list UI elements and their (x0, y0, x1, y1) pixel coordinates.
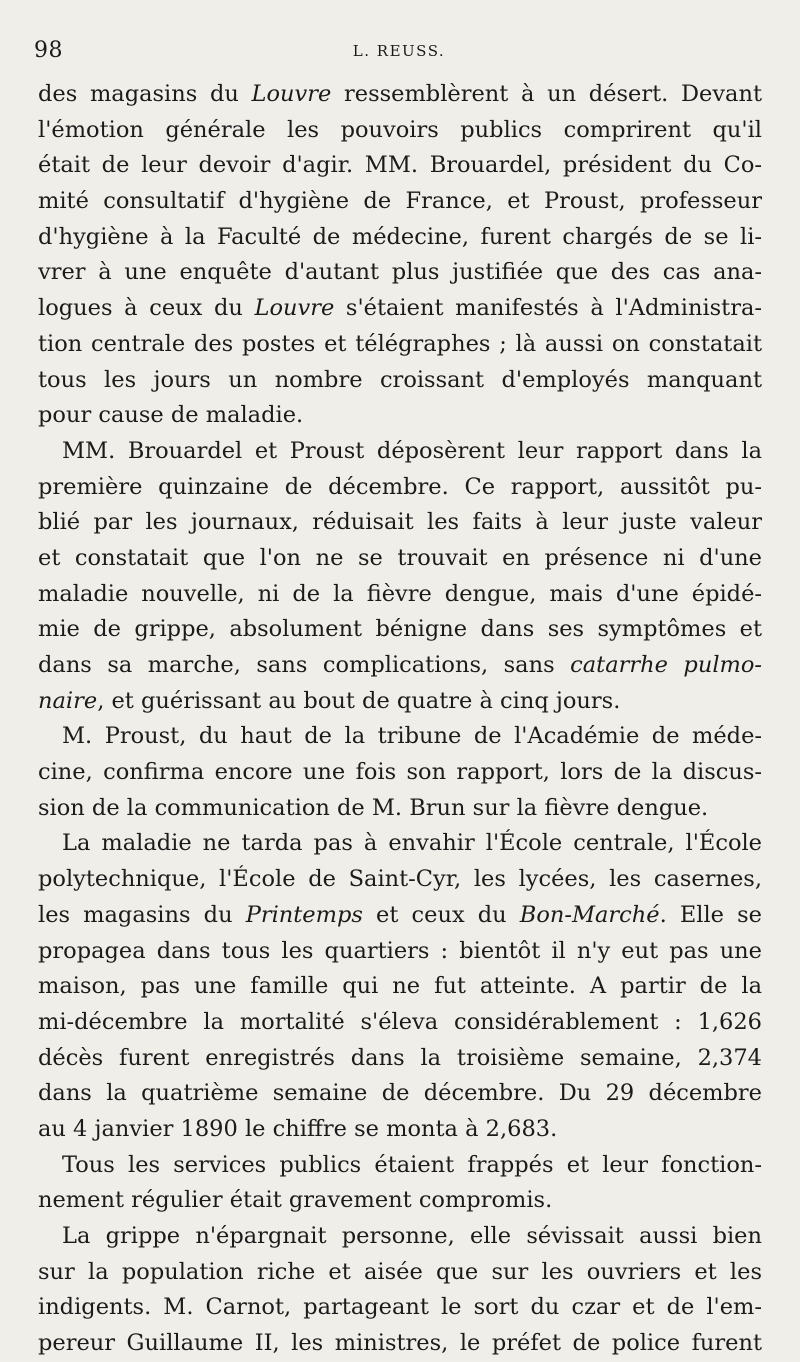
text-segment: La maladie ne tarda pas à envahir l'École centrale, l'École (62, 830, 762, 857)
text-segment: maison, pas une famille qui ne fut atteinte. A partir de la (38, 973, 762, 1000)
text-line (38, 612, 762, 648)
text-segment: vrer à une enquête d'autant plus justifiée que des cas ana- (38, 259, 762, 286)
italic-segment: Louvre (254, 295, 335, 322)
text-segment: pour cause de maladie. (38, 402, 304, 429)
page-number: 98 (34, 38, 63, 63)
italic-segment: naire (38, 687, 98, 714)
text-segment: tion centrale des postes et télégraphes ; là aussi on constatait (38, 330, 762, 357)
text-line (38, 898, 762, 934)
italic-segment: catarrhe pulmo- (570, 652, 762, 678)
text-segment: maladie nouvelle, ni de la fièvre dengue, mais d'une épidé- (38, 580, 762, 607)
text-segment: , et guérissant au bout de quatre à cinq jours. (97, 687, 621, 714)
text-line (38, 113, 762, 149)
text-line (38, 862, 762, 898)
text-line (38, 327, 762, 363)
text-segment: des magasins du (38, 81, 252, 107)
text-line (38, 1112, 762, 1148)
page-header (34, 38, 764, 68)
text-segment: pereur Guillaume II, les ministres, le préfet de police furent (38, 1330, 762, 1357)
text-line (38, 826, 762, 862)
text-segment: La grippe n'épargnait personne, elle sévissait aussi bien (62, 1223, 762, 1249)
text-segment: mie de grippe, absolument bénigne dans ses symptômes et (38, 616, 762, 643)
text-line (38, 1290, 762, 1326)
text-line (38, 220, 762, 256)
text-line (38, 505, 762, 541)
text-line (38, 1255, 762, 1291)
italic-segment: Louvre (251, 81, 332, 107)
text-segment: . Elle se (659, 901, 762, 928)
text-line (38, 1148, 762, 1184)
text-segment: et constatait que l'on ne se trouvait en présence ni d'une (38, 544, 762, 571)
text-line (38, 1076, 762, 1112)
running-title: L. REUSS. (352, 42, 446, 60)
text-segment: indigents. M. Carnot, partageant le sort du czar et de l'em- (38, 1294, 762, 1321)
text-line (38, 541, 762, 577)
text-line (38, 577, 762, 613)
text-line (38, 148, 762, 184)
text-line (38, 719, 762, 755)
italic-segment: Printemps (245, 901, 363, 928)
text-segment: propagea dans tous les quartiers : bientôt il n'y eut pas une (38, 937, 762, 964)
text-segment: d'hygiène à la Faculté de médecine, furent chargés de se li- (38, 223, 762, 250)
text-segment: les magasins du (38, 901, 246, 928)
text-line (38, 684, 762, 720)
text-line (38, 1041, 762, 1077)
text-segment: dans sa marche, sans complications, sans (38, 652, 571, 678)
text-segment: logues à ceux du (38, 295, 255, 322)
text-segment: sion de la communication de M. Brun sur la fièvre dengue. (38, 794, 709, 821)
text-line (38, 434, 762, 470)
text-line (38, 184, 762, 220)
text-segment: s'étaient manifestés à l'Administra- (334, 295, 762, 322)
text-segment: cine, confirma encore une fois son rapport, lors de la discus- (38, 759, 762, 786)
body-text (38, 77, 762, 1362)
text-line (38, 1183, 762, 1219)
text-segment: première quinzaine de décembre. Ce rapport, aussitôt pu- (38, 473, 762, 500)
text-segment: l'émotion générale les pouvoirs publics comprirent qu'il (38, 116, 762, 143)
text-line (38, 470, 762, 506)
text-segment: dans la quatrième semaine de décembre. Du 29 décembre (38, 1080, 762, 1107)
text-line (38, 291, 762, 327)
text-segment: mi-décembre la mortalité s'éleva considérablement : 1,626 (38, 1008, 762, 1035)
text-line (38, 934, 762, 970)
text-segment: mité consultatif d'hygiène de France, et Proust, professeur (38, 188, 762, 215)
text-line (38, 755, 762, 791)
text-segment: et ceux du (362, 901, 520, 928)
text-segment: MM. Brouardel et Proust déposèrent leur rapport dans la (62, 437, 762, 464)
text-line (38, 1005, 762, 1041)
text-segment: blié par les journaux, réduisait les faits à leur juste valeur (38, 509, 762, 536)
text-segment: ressemblèrent à un désert. Devant (331, 81, 762, 107)
text-segment: était de leur devoir d'agir. MM. Brouardel, président du Co- (38, 152, 762, 179)
text-line (38, 398, 762, 434)
text-line (38, 1219, 762, 1255)
italic-segment: Bon-Marché (519, 901, 660, 928)
text-segment: polytechnique, l'École de Saint-Cyr, les lycées, les casernes, (38, 866, 762, 893)
text-line (38, 648, 762, 684)
text-line (38, 1326, 762, 1362)
text-line (38, 791, 762, 827)
text-segment: sur la population riche et aisée que sur les ouvriers et les (38, 1258, 762, 1285)
text-line (38, 255, 762, 291)
text-line (38, 363, 762, 399)
text-segment: Tous les services publics étaient frappés et leur fonction- (62, 1151, 762, 1178)
text-segment: décès furent enregistrés dans la troisième semaine, 2,374 (38, 1044, 762, 1071)
text-segment: tous les jours un nombre croissant d'employés manquant (38, 366, 762, 393)
text-line (38, 77, 762, 113)
text-segment: nement régulier était gravement compromis. (38, 1187, 553, 1214)
text-segment: au 4 janvier 1890 le chiffre se monta à 2,683. (38, 1115, 558, 1142)
text-segment: M. Proust, du haut de la tribune de l'Académie de méde- (62, 723, 762, 750)
text-line (38, 969, 762, 1005)
